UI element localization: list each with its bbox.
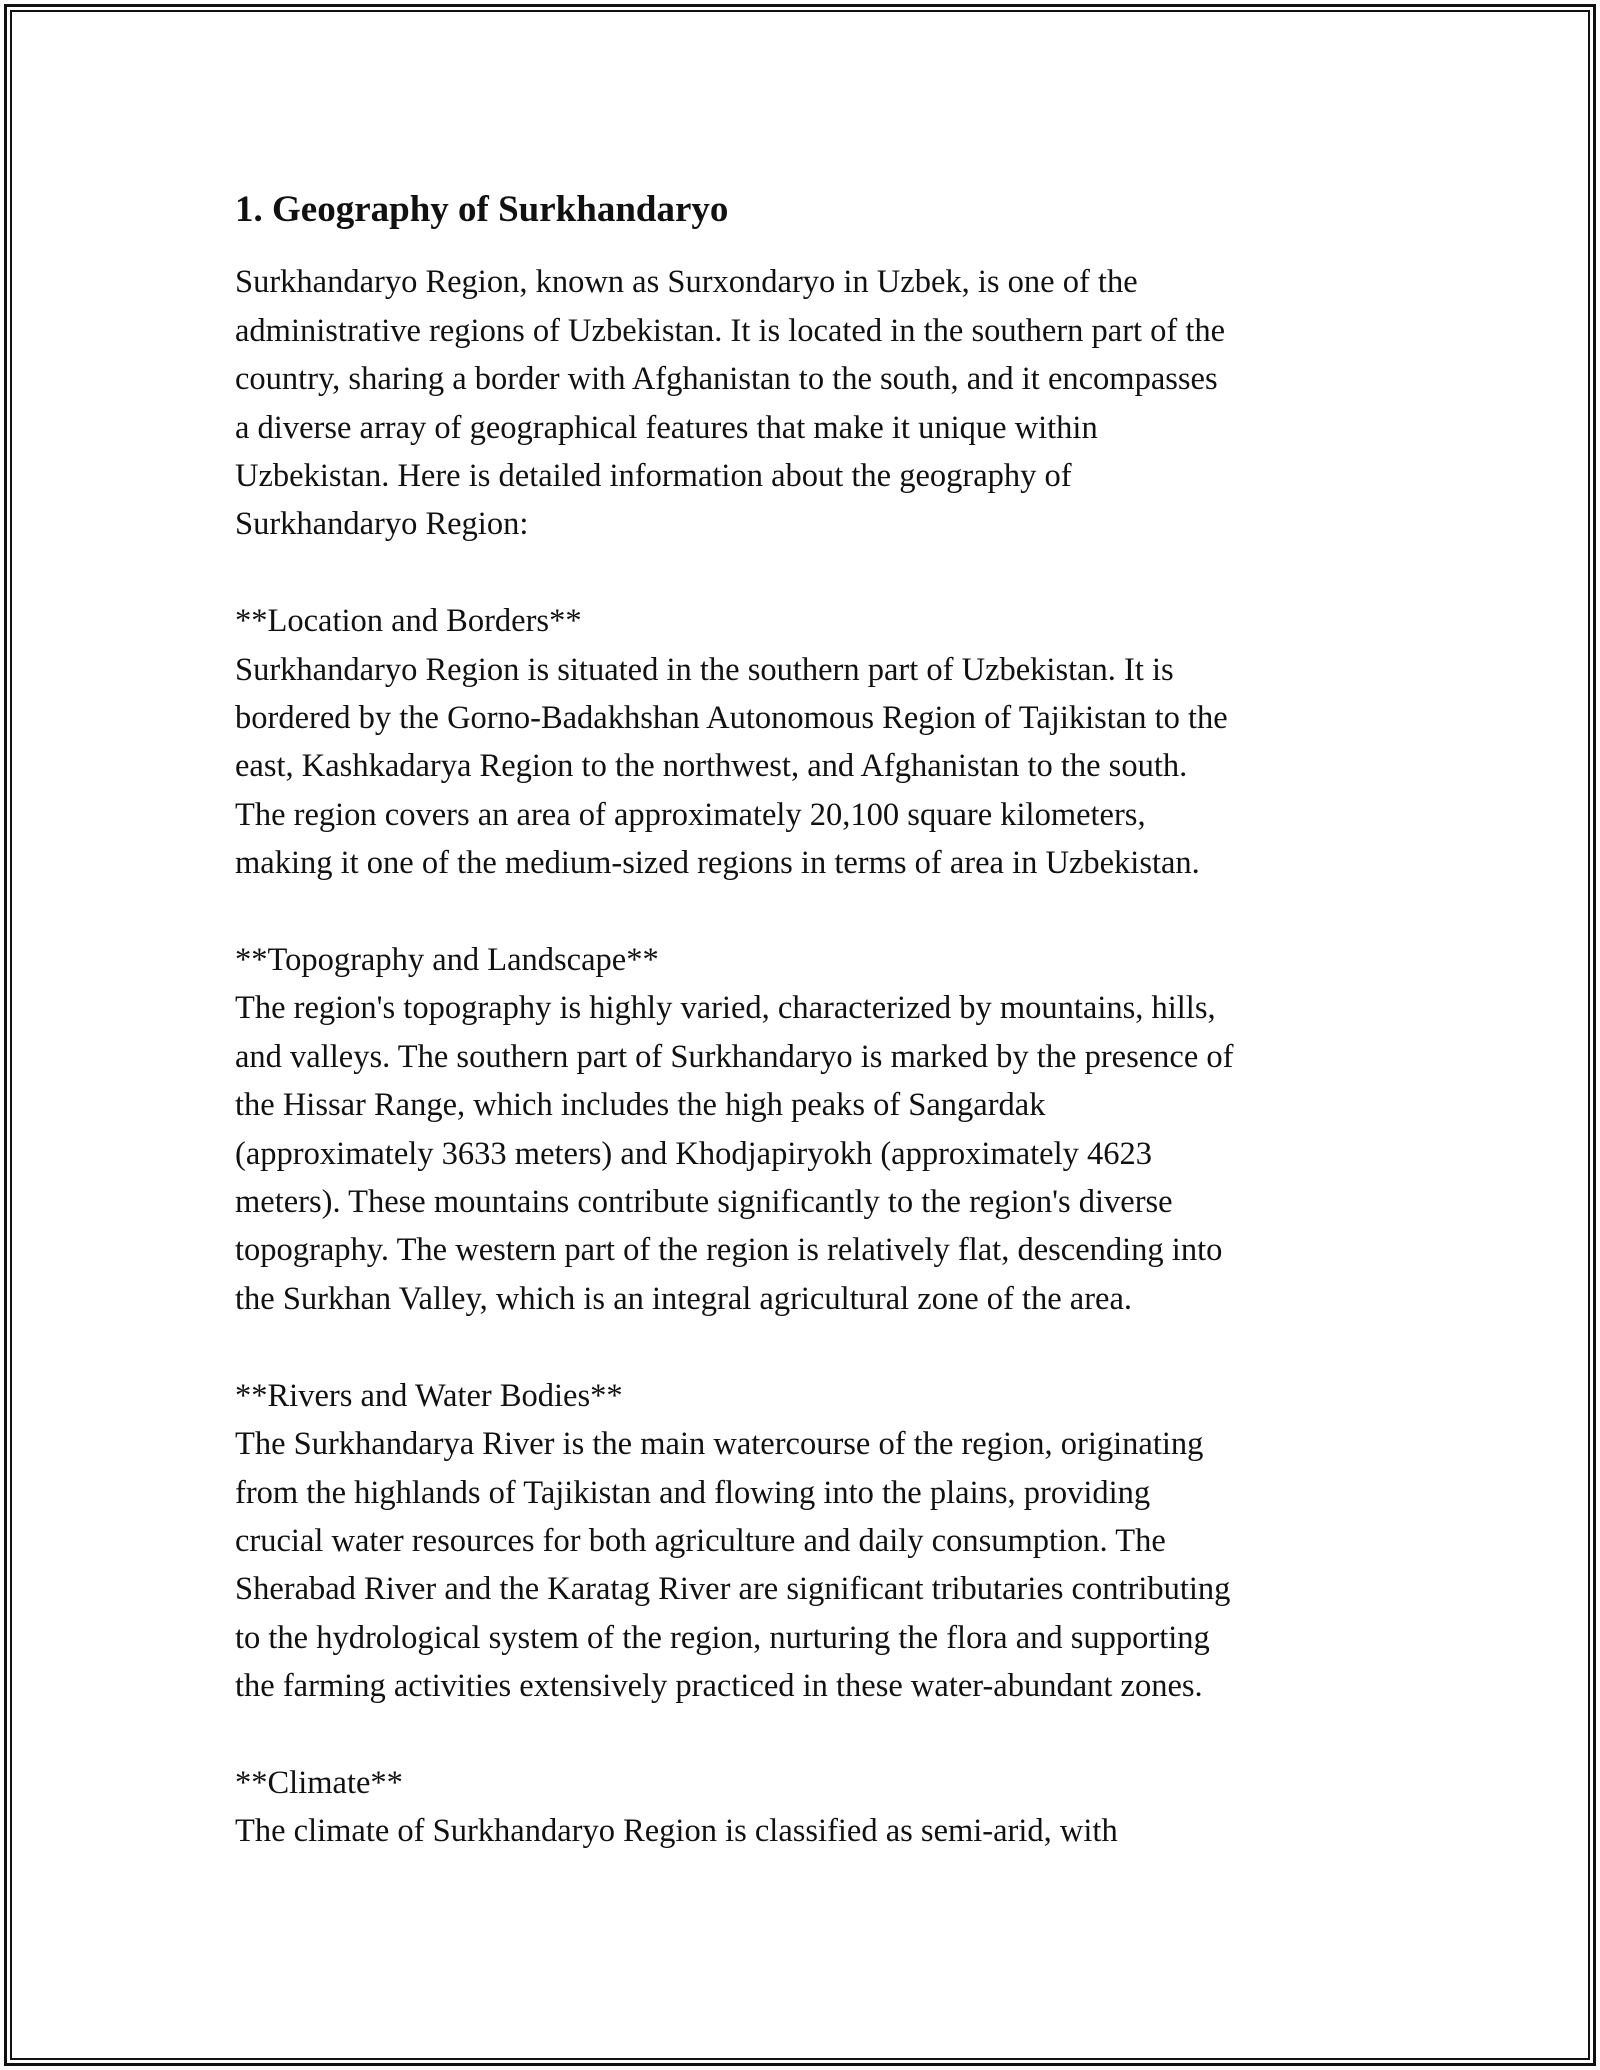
section-rivers-water-bodies bbox=[235, 1372, 1385, 1711]
section-climate bbox=[235, 1759, 1385, 1856]
section-text: The climate of Surkhandaryo Region is classified as semi-arid, with bbox=[235, 1813, 1118, 1850]
section-heading: **Topography and Landscape** bbox=[235, 942, 659, 979]
section-text: The region's topography is highly varied, characterized by mountains, hills, and valleys. The southern part of Surkhandaryo is marked by the presence of the Hissar Range, which includes the high peaks of Sangardak (approximately 3633 meters) and Khodjapiryokh (approximately 4623 meters). These mountains contribute significantly to the region's diverse topography. The western part of the region is relatively flat, descending into the Surkhan Valley, which is an integral agricultural zone of the area. bbox=[235, 990, 1234, 1317]
section-heading: **Climate** bbox=[235, 1764, 403, 1801]
section-text: The Surkhandarya River is the main watercourse of the region, originating from the highlands of Tajikistan and flowing into the plains, providing crucial water resources for both agriculture and daily consumption. The Sherabad River and the Karatag River are significant tributaries contributing to the hydrological system of the region, nurturing the flora and supporting the farming activities extensively practiced in these water-abundant zones. bbox=[235, 1426, 1231, 1705]
intro-paragraph: Surkhandaryo Region, known as Surxondaryo in Uzbek, is one of the administrative regions of Uzbekistan. It is located in the southern part of the country, sharing a border with Afghanistan to the south, and it encompasses a diverse array of geographical features that make it unique within Uzbekistan. Here is detailed information about the geography of Surkhandaryo Region: bbox=[235, 264, 1226, 543]
section-topography-landscape bbox=[235, 936, 1385, 1323]
section-heading: **Rivers and Water Bodies** bbox=[235, 1377, 623, 1414]
section-heading: **Location and Borders** bbox=[235, 603, 582, 640]
page-title: 1. Geography of Surkhandaryo bbox=[235, 189, 729, 230]
section-location-borders bbox=[235, 597, 1385, 887]
document-page bbox=[235, 180, 1385, 1856]
section-text: Surkhandaryo Region is situated in the southern part of Uzbekistan. It is bordered by the Gorno-Badakhshan Autonomous Region of Tajikistan to the east, Kashkadarya Region to the northwest, and Afghanistan to the south. The region covers an area of approximately 20,100 square kilometers, making it one of the medium-sized regions in terms of area in Uzbekistan. bbox=[235, 651, 1228, 882]
